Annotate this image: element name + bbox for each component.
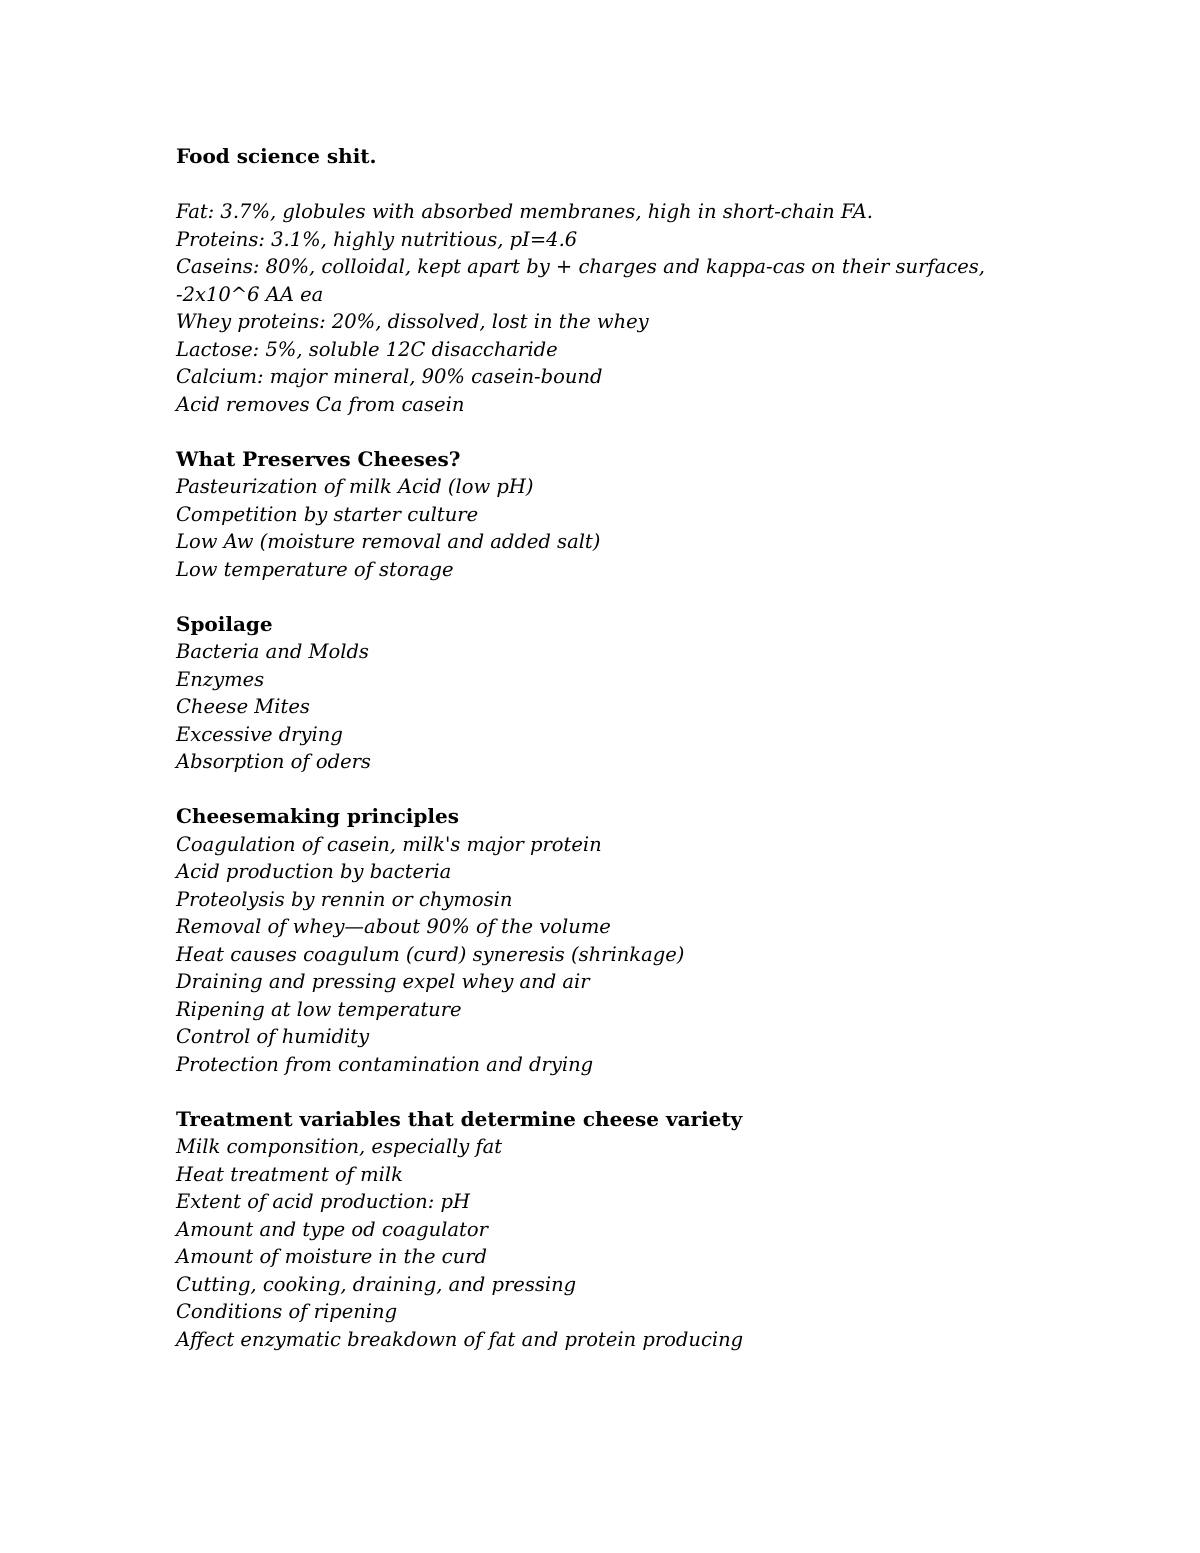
section-line: Low temperature of storage <box>176 557 454 581</box>
section-line: Heat treatment of milk <box>176 1162 403 1186</box>
section-line: Enzymes <box>176 667 265 691</box>
section-line: Low Aw (moisture removal and added salt) <box>176 530 601 553</box>
section-line: Coagulation of casein, milk's major protein <box>176 832 602 856</box>
section-line: Control of humidity <box>176 1025 370 1048</box>
section-heading: Spoilage <box>176 611 273 636</box>
intro-line-caseins-cont: -2x10^6 AA ea <box>176 282 324 306</box>
section-heading: What Preserves Cheeses? <box>176 446 461 471</box>
section-heading: Treatment variables that determine cheese variety <box>176 1106 743 1131</box>
section-preserves <box>176 446 1006 584</box>
section-cheesemaking <box>176 803 1006 1078</box>
intro-line-lactose: Lactose: 5%, soluble 12C disaccharide <box>176 337 558 361</box>
section-line: Ripening at low temperature <box>176 997 462 1021</box>
document-title: Food science shit. <box>176 144 377 168</box>
intro-line-acid: Acid removes Ca from casein <box>176 392 465 416</box>
document-body <box>176 143 1006 1353</box>
intro-line-whey: Whey proteins: 20%, dissolved, lost in the whey <box>176 310 649 333</box>
section-line: Cheese Mites <box>176 695 310 718</box>
section-line: Conditions of ripening <box>176 1300 398 1323</box>
section-heading: Cheesemaking principles <box>176 804 459 828</box>
section-line: Amount of moisture in the curd <box>176 1245 487 1268</box>
section-spoilage <box>176 611 1006 776</box>
section-line: Affect enzymatic breakdown of fat and protein producing <box>176 1327 744 1351</box>
section-line: Protection from contamination and drying <box>176 1052 594 1076</box>
section-line: Amount and type od coagulator <box>176 1217 488 1241</box>
section-line: Extent of acid production: pH <box>176 1190 470 1213</box>
paragraph-spacer <box>176 171 1006 199</box>
section-line: Draining and pressing expel whey and air <box>176 970 590 993</box>
section-line: Acid production by bacteria <box>176 860 452 883</box>
intro-section <box>176 198 1006 418</box>
section-line: Excessive drying <box>176 722 343 746</box>
section-line: Removal of whey—about 90% of the volume <box>176 915 611 938</box>
paragraph-spacer <box>176 1078 1006 1106</box>
paragraph-spacer <box>176 776 1006 804</box>
section-line: Bacteria and Molds <box>176 640 369 663</box>
section-treatment-variables <box>176 1106 1006 1354</box>
intro-line-caseins: Caseins: 80%, colloidal, kept apart by + charges and kappa-cas on their surfaces, <box>176 255 985 278</box>
section-line: Cutting, cooking, draining, and pressing <box>176 1272 577 1296</box>
intro-line-calcium: Calcium: major mineral, 90% casein-bound <box>176 365 603 388</box>
section-line: Absorption of oders <box>176 750 371 773</box>
intro-line-proteins: Proteins: 3.1%, highly nutritious, pI=4.6 <box>176 227 578 251</box>
section-line: Competition by starter culture <box>176 502 479 526</box>
section-line: Milk componsition, especially fat <box>176 1135 503 1158</box>
section-line: Pasteurization of milk Acid (low pH) <box>176 475 534 498</box>
paragraph-spacer <box>176 418 1006 446</box>
section-line: Heat causes coagulum (curd) syneresis (shrinkage) <box>176 942 685 966</box>
intro-line-fat: Fat: 3.7%, globules with absorbed membranes, high in short-chain FA. <box>176 200 874 223</box>
section-line: Proteolysis by rennin or chymosin <box>176 887 513 911</box>
paragraph-spacer <box>176 583 1006 611</box>
